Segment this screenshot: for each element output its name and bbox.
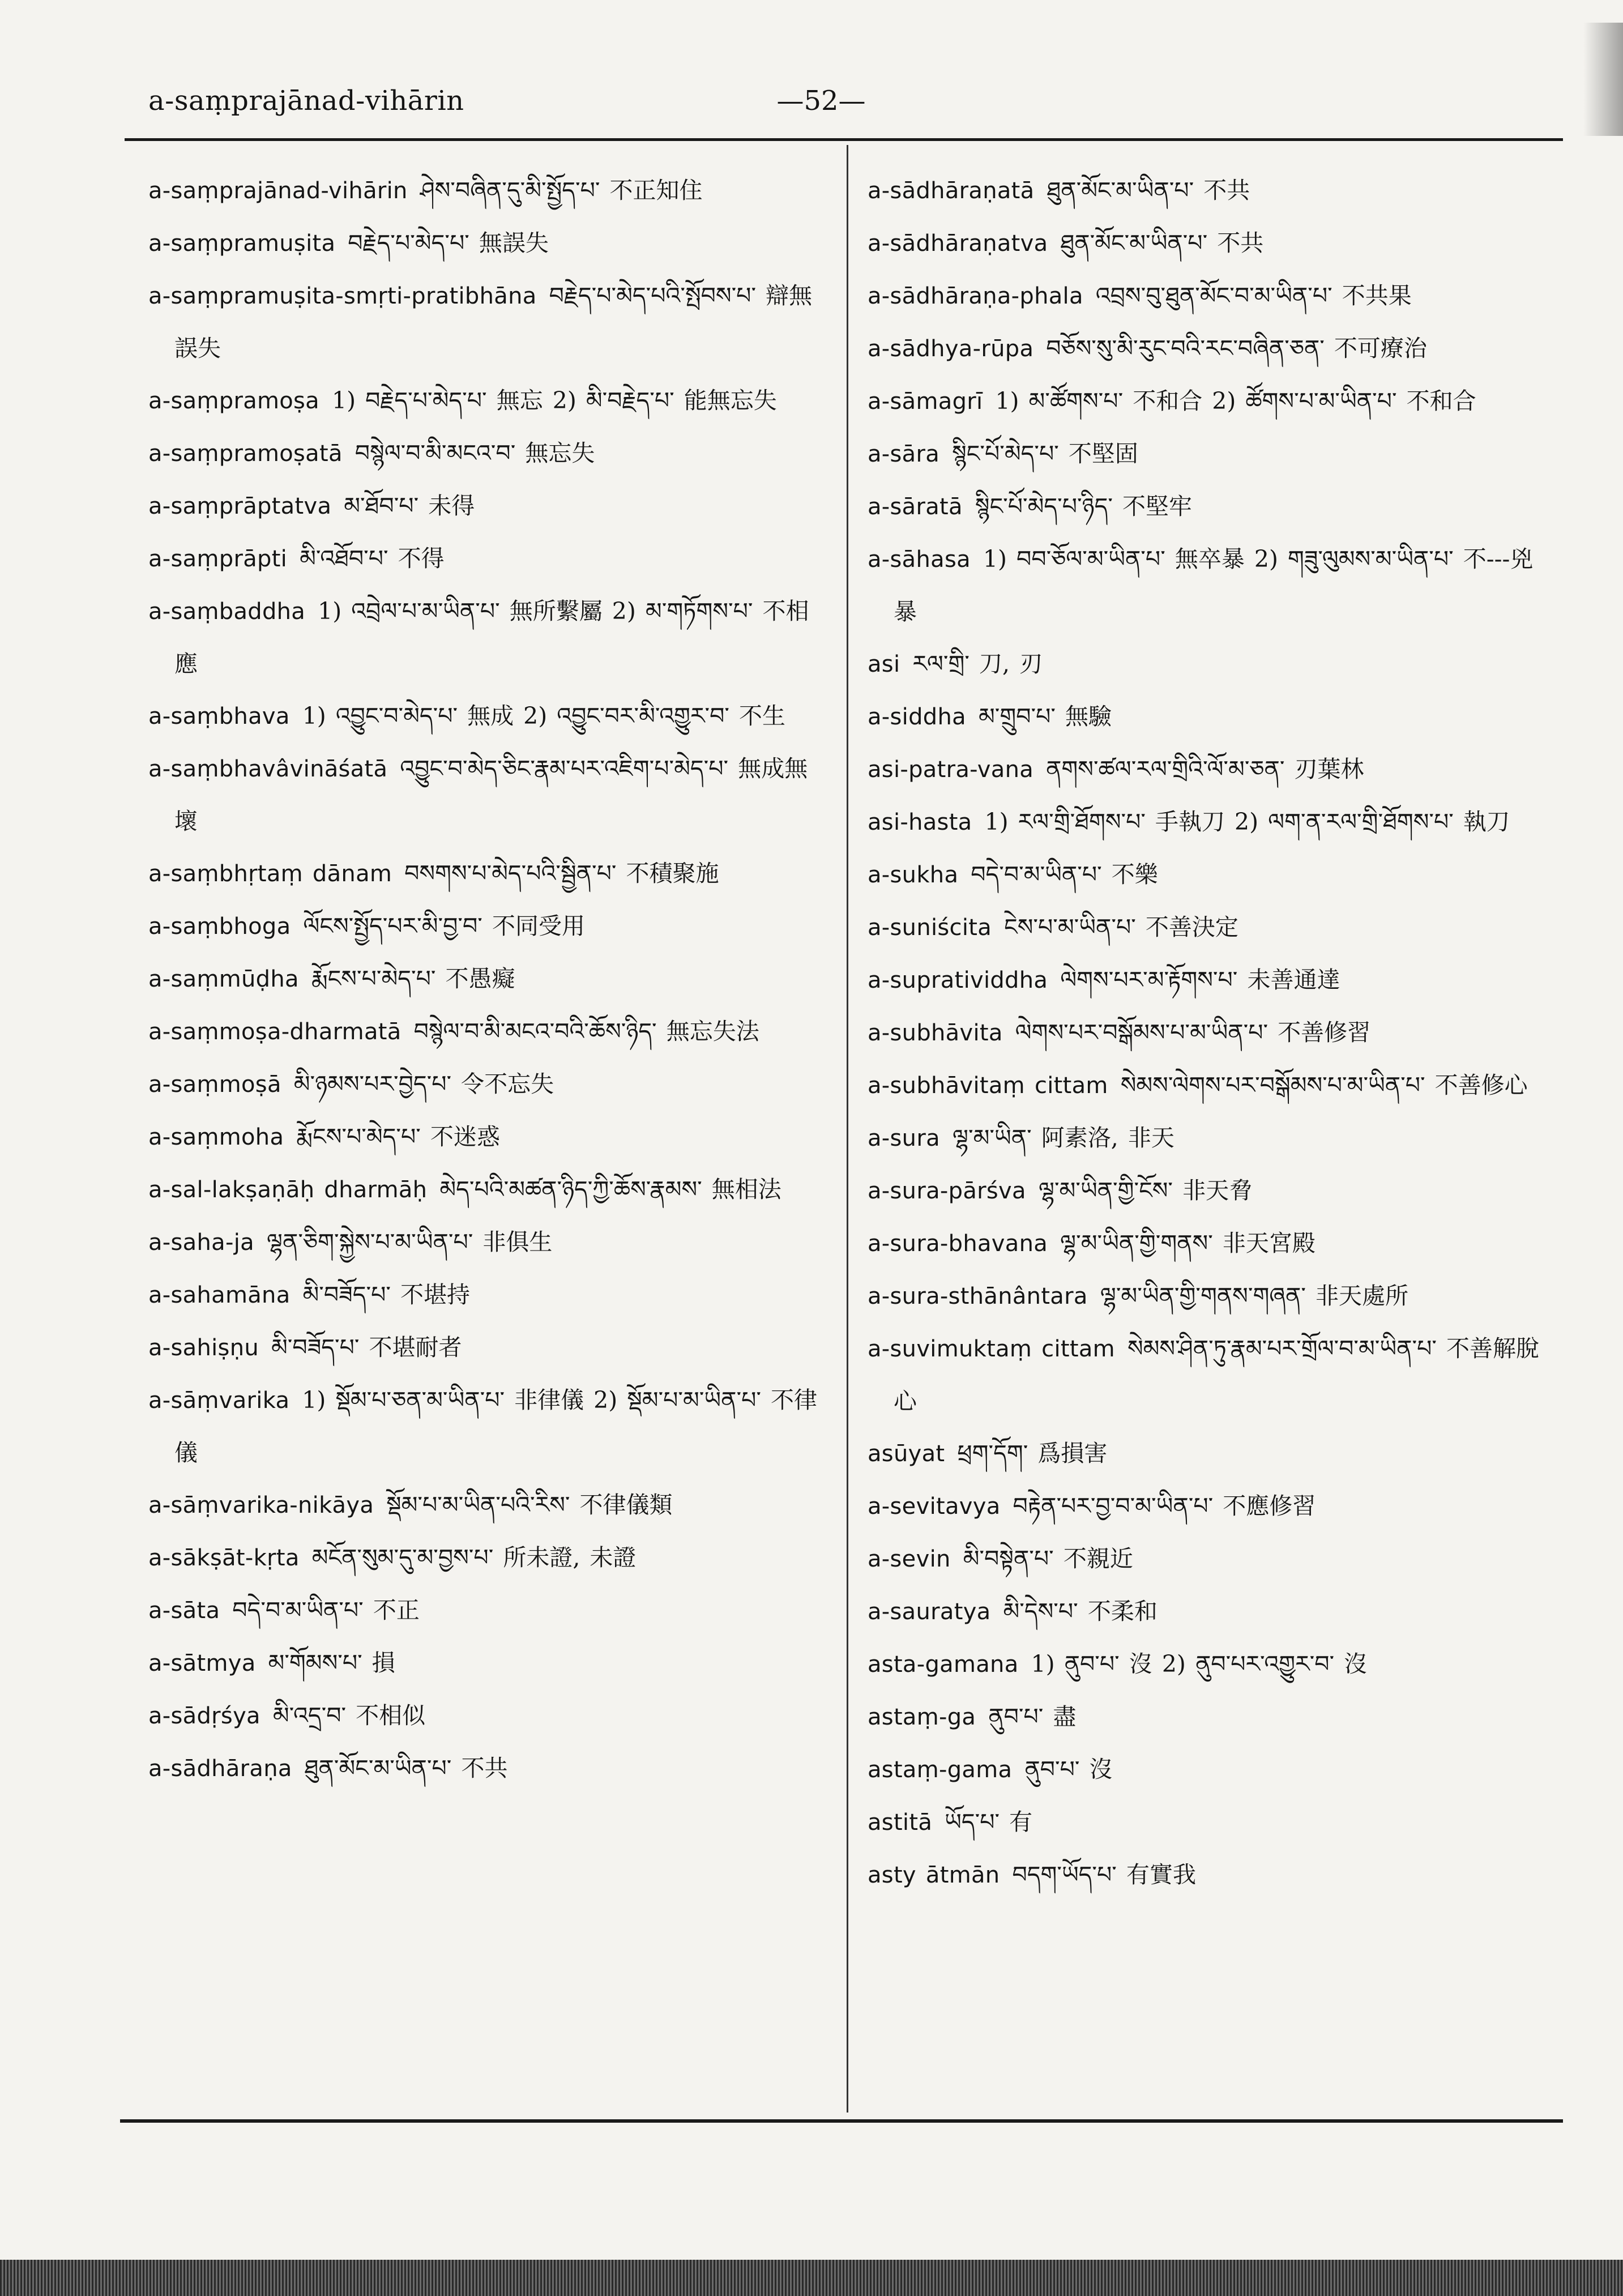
entry-lemma: asi-patra-vana <box>868 757 1034 783</box>
entry-gloss: ནུབ་པ་ 盡 <box>988 1703 1077 1730</box>
entry-lemma: a-saṃprāpti <box>148 546 288 572</box>
dictionary-entry <box>868 1796 1547 1849</box>
entry-gloss: ངེས་པ་མ་ཡིན་པ་ 不善決定 <box>1004 914 1238 941</box>
entry-lemma: a-sādhāraṇa-phala <box>868 283 1083 309</box>
entry-gloss: རྨོངས་པ་མེད་པ་ 不愚癡 <box>311 965 515 992</box>
entry-lemma: a-saṃpramoṣa <box>148 388 319 414</box>
entry-gloss: མེད་པའི་མཚན་ཉིད་ཀྱི་ཆོས་རྣམས་ 無相法 <box>439 1176 781 1203</box>
entry-gloss: 1) སྡོམ་པ་ཅན་མ་ཡིན་པ་ 非律儀 2) སྡོམ་པ་མ་ཡིན་པ་ 不律儀 <box>174 1386 818 1466</box>
entry-gloss: བདེ་བ་མ་ཡིན་པ་ 不樂 <box>971 861 1158 888</box>
footer-rule <box>120 2119 1563 2123</box>
entry-gloss: བསྙེལ་བ་མི་མངའ་བ་ 無忘失 <box>355 439 595 467</box>
dictionary-entry <box>148 847 828 900</box>
entry-gloss: ལྷ་མ་ཡིན་གྱི་ངོས་ 非天脅 <box>1038 1177 1253 1204</box>
entry-gloss: རྨོངས་པ་མེད་པ་ 不迷惑 <box>296 1123 500 1150</box>
dictionary-entry <box>868 901 1547 954</box>
dictionary-entry <box>148 1637 828 1689</box>
entry-lemma: a-saṃprajānad-vihārin <box>148 178 408 204</box>
entry-gloss: ཡོད་པ་ 有 <box>945 1808 1033 1836</box>
dictionary-entry <box>868 428 1547 480</box>
dictionary-entry <box>868 638 1547 690</box>
entry-gloss: མི་འཐོབ་པ་ 不得 <box>300 545 445 572</box>
entry-gloss: ལྷ་མ་ཡིན་ 阿素洛, 非天 <box>952 1124 1174 1151</box>
dictionary-entry <box>868 1849 1547 1901</box>
dictionary-entry <box>148 1269 828 1321</box>
entry-gloss: མི་བཟོད་པ་ 不堪持 <box>302 1281 471 1308</box>
entry-lemma: a-sādhāraṇatva <box>868 231 1048 257</box>
dictionary-entry <box>148 953 828 1005</box>
dictionary-entry <box>868 375 1547 428</box>
dictionary-entry <box>868 322 1547 375</box>
entry-lemma: asty ātmān <box>868 1862 1000 1888</box>
entry-lemma: a-sādhāraṇa <box>148 1756 292 1782</box>
entry-lemma: asūyat <box>868 1441 945 1467</box>
entry-lemma: a-saṃbhoga <box>148 914 291 940</box>
entry-lemma: a-saṃbhava <box>148 703 290 729</box>
entry-gloss: ཐུན་མོང་མ་ཡིན་པ་ 不共 <box>304 1755 508 1782</box>
entry-gloss: མི་བཟོད་པ་ 不堪耐者 <box>271 1334 462 1361</box>
dictionary-entry <box>868 1322 1547 1427</box>
entry-gloss: སྙིང་པོ་མེད་པ་ཉིད་ 不堅牢 <box>975 493 1192 520</box>
dictionary-entry <box>868 1638 1547 1691</box>
entry-lemma: a-saṃprāptatva <box>148 493 332 519</box>
entry-gloss: མི་དེས་པ་ 不柔和 <box>1003 1598 1158 1625</box>
dictionary-entry <box>868 1006 1547 1059</box>
entry-lemma: a-subhāvita <box>868 1020 1003 1046</box>
entry-lemma: a-saṃpramuṣita <box>148 231 336 257</box>
entry-lemma: a-sādṛśya <box>148 1703 260 1729</box>
entry-lemma: asta-gamana <box>868 1651 1019 1678</box>
dictionary-entry <box>868 954 1547 1006</box>
page-number: —52— <box>776 85 866 117</box>
dictionary-entry <box>148 1742 828 1795</box>
dictionary-entry <box>148 164 828 217</box>
entry-gloss: 1) འབྱུང་བ་མེད་པ་ 無成 2) འབྱུང་བར་མི་འགྱུར་བ་ 不生 <box>302 702 786 729</box>
entry-gloss: བཅོས་སུ་མི་རུང་བའི་རང་བཞིན་ཅན་ 不可療治 <box>1046 335 1427 362</box>
entry-lemma: a-sahamāna <box>148 1282 291 1308</box>
dictionary-entry <box>868 270 1547 322</box>
entry-gloss: 1) རལ་གྲི་ཐོགས་པ་ 手執刀 2) ལག་ན་རལ་གྲི་ཐོགས་པ་ 執刀 <box>984 808 1510 835</box>
entry-gloss: 1) མ་ཚོགས་པ་ 不和合 2) ཚོགས་པ་མ་ཡིན་པ་ 不和合 <box>995 387 1476 415</box>
dictionary-entry <box>148 585 828 690</box>
dictionary-entry <box>148 1111 828 1163</box>
entry-lemma: a-suvimuktaṃ cittam <box>868 1336 1115 1362</box>
entry-lemma: a-saha-ja <box>148 1230 254 1256</box>
entry-gloss: 1) འབྲེལ་པ་མ་ཡིན་པ་ 無所繫屬 2) མ་གཏོགས་པ་ 不相應 <box>174 598 809 677</box>
dictionary-entry <box>868 690 1547 743</box>
entry-lemma: astitā <box>868 1810 933 1836</box>
dictionary-entry <box>148 1584 828 1637</box>
dictionary-entry <box>148 1216 828 1269</box>
dictionary-entry <box>868 1270 1547 1322</box>
entry-lemma: a-sāta <box>148 1598 220 1624</box>
dictionary-entry <box>868 1217 1547 1270</box>
entry-gloss: རལ་གྲི་ 刀, 刃 <box>912 650 1043 677</box>
entry-gloss: སྙིང་པོ་མེད་པ་ 不堅固 <box>952 440 1138 467</box>
entry-gloss: སྡོམ་པ་མ་ཡིན་པའི་རིས་ 不律儀類 <box>386 1491 673 1518</box>
dictionary-entry <box>868 480 1547 533</box>
entry-gloss: ལེགས་པར་བསྒོམས་པ་མ་ཡིན་པ་ 不善修習 <box>1015 1019 1371 1046</box>
dictionary-entry <box>148 1689 828 1742</box>
entry-lemma: a-sākṣāt-kṛta <box>148 1545 300 1571</box>
dictionary-entry <box>868 1112 1547 1164</box>
entry-gloss: ཕྲག་དོག་ 爲損害 <box>957 1440 1108 1467</box>
dictionary-entry <box>148 1058 828 1111</box>
dictionary-entry <box>868 533 1547 638</box>
entry-lemma: a-sevitavya <box>868 1493 1001 1520</box>
entry-lemma: a-saṃmoṣa-dharmatā <box>148 1019 402 1045</box>
entry-gloss: བརྗེད་པ་མེད་པ་ 無誤失 <box>348 229 549 257</box>
entry-gloss: བདག་ཡོད་པ་ 有實我 <box>1012 1861 1196 1888</box>
entry-gloss: ནུབ་པ་ 沒 <box>1024 1756 1113 1783</box>
entry-gloss: ཐུན་མོང་མ་ཡིན་པ་ 不共 <box>1047 177 1250 204</box>
entry-gloss: བསྙེལ་བ་མི་མངའ་བའི་ཆོས་ཉིད་ 無忘失法 <box>413 1018 759 1045</box>
entry-gloss: མི་འདྲ་བ་ 不相似 <box>272 1702 426 1729</box>
entry-lemma: a-saṃbhavâvināśatā <box>148 756 388 782</box>
dictionary-entry <box>868 1164 1547 1217</box>
dictionary-entry <box>868 1691 1547 1743</box>
entry-gloss: མ་གྲུབ་པ་ 無驗 <box>978 703 1112 730</box>
entry-lemma: a-saṃmoha <box>148 1124 284 1150</box>
header-rule <box>125 138 1563 141</box>
entry-lemma: a-sahiṣṇu <box>148 1335 259 1361</box>
dictionary-entry <box>148 374 828 427</box>
dictionary-entry <box>148 1531 828 1584</box>
dictionary-entry <box>148 1005 828 1058</box>
entry-gloss: མངོན་སུམ་དུ་མ་བྱས་པ་ 所未證, 未證 <box>311 1544 637 1571</box>
entry-lemma: a-sura-pārśva <box>868 1178 1026 1204</box>
entry-lemma: astaṃ-ga <box>868 1704 976 1730</box>
entry-gloss: ནགས་ཚལ་རལ་གྲིའི་ལོ་མ་ཅན་ 刃葉林 <box>1046 756 1364 783</box>
dictionary-entry <box>868 1743 1547 1796</box>
dictionary-entry <box>868 743 1547 796</box>
dictionary-entry <box>148 1163 828 1216</box>
entry-lemma: a-sāṃvarika <box>148 1388 290 1414</box>
dictionary-entry <box>148 690 828 742</box>
entry-lemma: a-sura <box>868 1125 940 1151</box>
entry-lemma: a-sevin <box>868 1546 951 1572</box>
right-column <box>868 164 1547 1901</box>
dictionary-entry <box>868 1585 1547 1638</box>
dictionary-entry <box>868 1533 1547 1585</box>
entry-gloss: སེམས་ལེགས་པར་བསྒོམས་པ་མ་ཡིན་པ་ 不善修心 <box>1120 1072 1528 1099</box>
entry-gloss: མ་ཐོབ་པ་ 未得 <box>344 492 475 519</box>
dictionary-entry <box>868 1427 1547 1480</box>
entry-lemma: a-sāhasa <box>868 547 971 573</box>
entry-gloss: བསགས་པ་མེད་པའི་སྦྱིན་པ་ 不積聚施 <box>404 860 719 887</box>
dictionary-entry <box>148 1321 828 1374</box>
dictionary-entry <box>868 217 1547 270</box>
entry-lemma: a-saṃbhṛtaṃ dānam <box>148 861 392 887</box>
entry-gloss: མི་ཉམས་པར་བྱེད་པ་ 令不忘失 <box>293 1070 554 1098</box>
entry-gloss: 1) ནུབ་པ་ 沒 2) ནུབ་པར་འགྱུར་བ་ 沒 <box>1031 1650 1368 1678</box>
entry-gloss: མི་བསྟེན་པ་ 不親近 <box>963 1545 1133 1572</box>
dictionary-entry <box>868 848 1547 901</box>
dictionary-entry <box>148 900 828 953</box>
entry-lemma: a-supratividdha <box>868 967 1048 993</box>
dictionary-entry <box>148 480 828 532</box>
entry-gloss: འབྱུང་བ་མེད་ཅིང་རྣམ་པར་འཇིག་པ་མེད་པ་ 無成無壞 <box>174 755 808 835</box>
entry-gloss: ལེགས་པར་མ་རྟོགས་པ་ 未善通達 <box>1060 966 1340 993</box>
entry-gloss: བདེ་བ་མ་ཡིན་པ་ 不正 <box>232 1597 420 1624</box>
entry-lemma: a-saṃmoṣā <box>148 1072 281 1098</box>
entry-gloss: སེམས་ཤིན་ཏུ་རྣམ་པར་གྲོལ་བ་མ་ཡིན་པ་ 不善解脫心 <box>894 1335 1540 1415</box>
dictionary-entry <box>148 270 828 374</box>
scan-bottom-band <box>0 2260 1623 2296</box>
entry-lemma: a-sādhāraṇatā <box>868 178 1035 204</box>
entry-lemma: a-sal-lakṣaṇāḥ dharmāḥ <box>148 1177 428 1203</box>
dictionary-entry <box>148 532 828 585</box>
dictionary-entry <box>868 796 1547 848</box>
entry-gloss: 1) བརྗེད་པ་མེད་པ་ 無忘 2) མི་བརྗེད་པ་ 能無忘失 <box>332 387 777 414</box>
entry-lemma: a-sādhya-rūpa <box>868 336 1034 362</box>
entry-gloss: ལྷ་མ་ཡིན་གྱི་གནས་གཞན་ 非天處所 <box>1100 1282 1409 1309</box>
entry-lemma: a-sauratya <box>868 1599 991 1625</box>
entry-gloss: མ་གོམས་པ་ 損 <box>268 1649 395 1676</box>
dictionary-entry <box>148 427 828 480</box>
entry-gloss: བརྟེན་པར་བྱ་བ་མ་ཡིན་པ་ 不應修習 <box>1013 1492 1316 1520</box>
entry-lemma: a-subhāvitaṃ cittam <box>868 1073 1108 1099</box>
running-head: a-saṃprajānad-vihārin <box>148 85 464 117</box>
entry-lemma: a-saṃbaddha <box>148 599 306 625</box>
entry-lemma: a-sāra <box>868 441 940 467</box>
entry-gloss: ཤེས་བཞིན་དུ་མི་སྤྱོད་པ་ 不正知住 <box>420 177 703 204</box>
entry-lemma: a-saṃmūḍha <box>148 966 299 992</box>
scan-edge-shadow <box>1583 23 1623 136</box>
entry-lemma: a-saṃpramoṣatā <box>148 441 343 467</box>
entry-lemma: a-sāṃvarika-nikāya <box>148 1492 374 1518</box>
entry-lemma: a-sukha <box>868 862 959 888</box>
entry-lemma: a-siddha <box>868 704 966 730</box>
column-divider <box>847 145 848 2113</box>
dictionary-entry <box>868 1480 1547 1533</box>
entry-gloss: བརྗེད་པ་མེད་པའི་སྤོབས་པ་ 辯無誤失 <box>174 282 813 362</box>
dictionary-entry <box>868 164 1547 217</box>
entry-lemma: a-sura-bhavana <box>868 1231 1048 1257</box>
entry-lemma: a-suniścita <box>868 915 992 941</box>
entry-gloss: ཐུན་མོང་མ་ཡིན་པ་ 不共 <box>1060 229 1264 257</box>
entry-lemma: asi <box>868 651 900 677</box>
entry-lemma: asi-hasta <box>868 809 972 835</box>
dictionary-entry <box>148 217 828 270</box>
entry-lemma: a-sātmya <box>148 1650 256 1676</box>
entry-lemma: a-sura-sthānântara <box>868 1283 1088 1309</box>
entry-gloss: འབྲས་བུ་ཐུན་མོང་བ་མ་ཡིན་པ་ 不共果 <box>1095 282 1412 309</box>
entry-lemma: astaṃ-gama <box>868 1757 1013 1783</box>
entry-gloss: ལྷ་མ་ཡིན་གྱི་གནས་ 非天宮殿 <box>1060 1230 1316 1257</box>
entry-lemma: a-saṃpramuṣita-smṛti-pratibhāna <box>148 283 537 309</box>
dictionary-entry <box>868 1059 1547 1112</box>
entry-gloss: 1) བབ་ཅོལ་མ་ཡིན་པ་ 無卒暴 2) གཟུ་ལུམས་མ་ཡིན་པ་ 不---兇暴 <box>894 545 1534 625</box>
entry-gloss: ལྷན་ཅིག་སྐྱེས་པ་མ་ཡིན་པ་ 非俱生 <box>266 1228 553 1256</box>
dictionary-entry <box>148 1479 828 1531</box>
dictionary-entry <box>148 1374 828 1479</box>
entry-lemma: a-sāratā <box>868 494 963 520</box>
entry-gloss: ལོངས་སྤྱོད་པར་མི་བྱ་བ་ 不同受用 <box>303 912 585 940</box>
entry-lemma: a-sāmagrī <box>868 389 983 415</box>
left-column <box>148 164 828 1795</box>
dictionary-entry <box>148 742 828 847</box>
